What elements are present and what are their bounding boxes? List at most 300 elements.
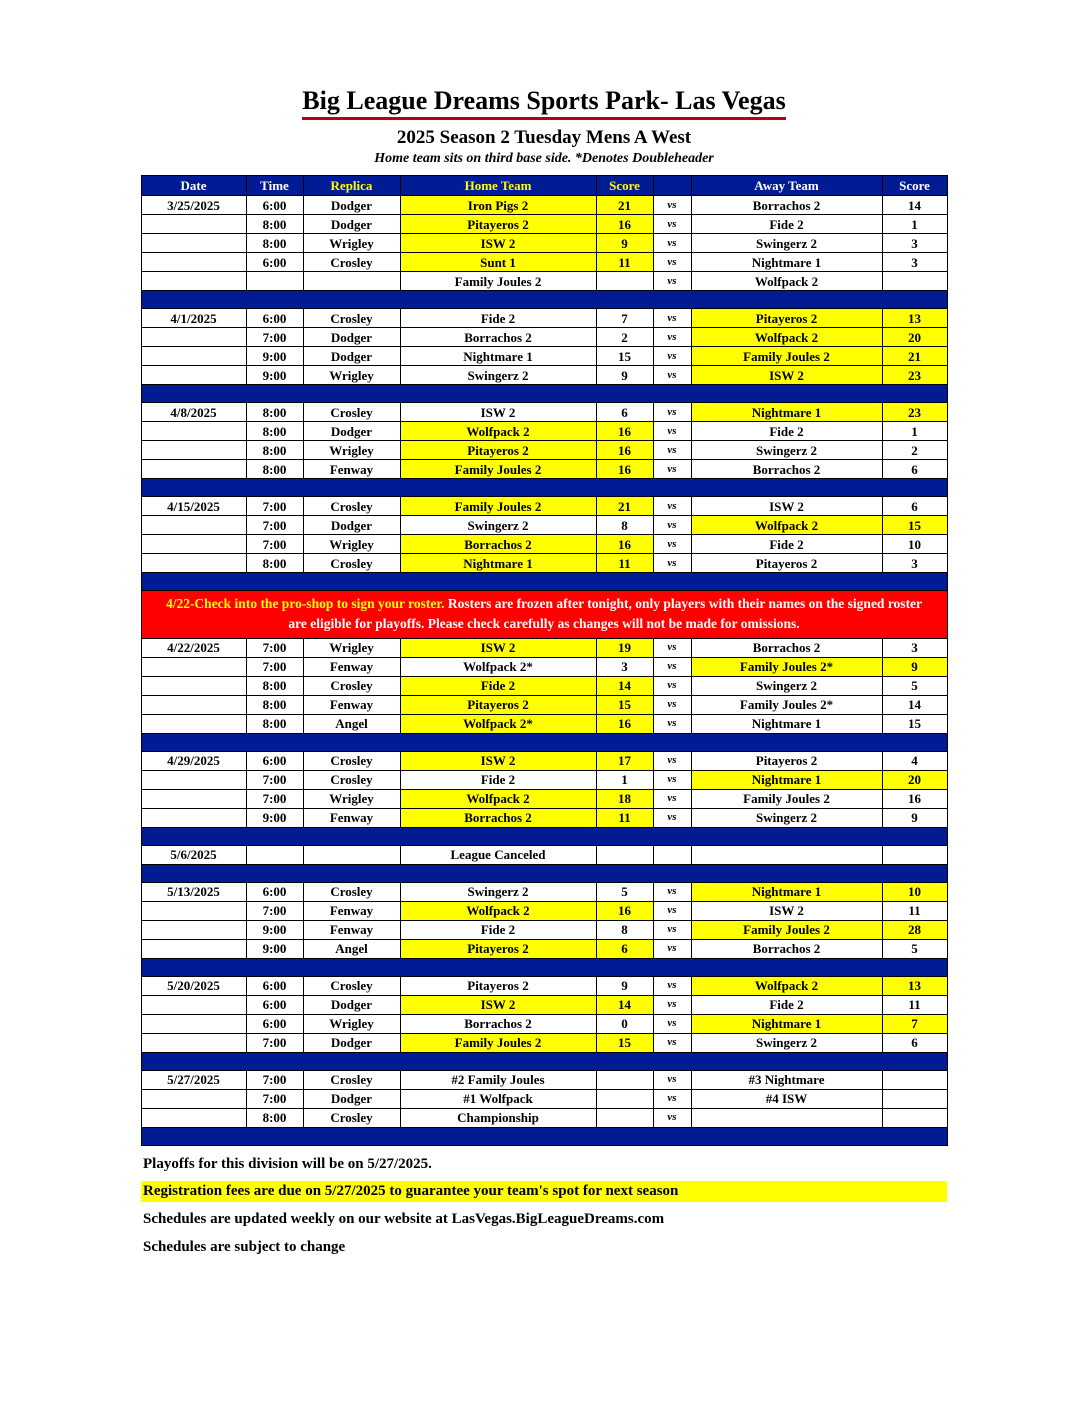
away-team-cell: Swingerz 2 — [691, 808, 882, 827]
away-score-cell: 1 — [882, 422, 947, 441]
away-score-cell: 2 — [882, 441, 947, 460]
away-score-cell: 3 — [882, 234, 947, 253]
separator-bar — [141, 573, 947, 591]
date-cell — [141, 676, 246, 695]
vs-cell: vs — [653, 901, 691, 920]
replica-cell: Dodger — [303, 995, 400, 1014]
vs-cell: vs — [653, 808, 691, 827]
schedule-row — [141, 901, 947, 920]
schedule-row — [141, 403, 947, 422]
date-cell — [141, 366, 246, 385]
date-cell: 3/25/2025 — [141, 196, 246, 215]
away-team-cell: Nightmare 1 — [691, 714, 882, 733]
vs-cell: vs — [653, 751, 691, 770]
away-team-cell: Swingerz 2 — [691, 441, 882, 460]
page-header — [0, 0, 1088, 167]
vs-cell: vs — [653, 309, 691, 328]
vs-cell: vs — [653, 1108, 691, 1127]
home-team-cell: Wolfpack 2 — [400, 789, 596, 808]
time-cell: 6:00 — [246, 882, 303, 901]
schedule-row — [141, 253, 947, 272]
home-team-cell: ISW 2 — [400, 403, 596, 422]
replica-cell: Wrigley — [303, 441, 400, 460]
footer-subject-to-change-note: Schedules are subject to change — [143, 1238, 346, 1255]
home-score-cell: 6 — [596, 403, 653, 422]
home-score-cell — [596, 845, 653, 864]
date-cell — [141, 1014, 246, 1033]
home-score-cell: 11 — [596, 808, 653, 827]
replica-cell: Fenway — [303, 695, 400, 714]
schedule-row — [141, 751, 947, 770]
date-cell — [141, 253, 246, 272]
away-score-cell: 3 — [882, 253, 947, 272]
replica-cell: Crosley — [303, 882, 400, 901]
replica-cell: Crosley — [303, 253, 400, 272]
date-cell — [141, 770, 246, 789]
home-team-cell: Pitayeros 2 — [400, 441, 596, 460]
away-team-cell: Pitayeros 2 — [691, 751, 882, 770]
home-score-cell: 8 — [596, 920, 653, 939]
vs-cell: vs — [653, 714, 691, 733]
away-score-cell: 14 — [882, 196, 947, 215]
home-score-cell: 16 — [596, 441, 653, 460]
away-team-cell: Fide 2 — [691, 215, 882, 234]
date-cell — [141, 272, 246, 291]
time-cell: 9:00 — [246, 939, 303, 958]
schedule-row — [141, 1033, 947, 1052]
away-team-cell: Wolfpack 2 — [691, 516, 882, 535]
date-cell — [141, 808, 246, 827]
home-team-cell: Family Joules 2 — [400, 460, 596, 479]
home-score-cell: 11 — [596, 253, 653, 272]
home-score-cell: 14 — [596, 676, 653, 695]
home-score-cell: 16 — [596, 535, 653, 554]
away-score-cell: 10 — [882, 535, 947, 554]
away-score-cell: 23 — [882, 403, 947, 422]
time-cell: 6:00 — [246, 751, 303, 770]
date-cell — [141, 422, 246, 441]
away-team-cell: Fide 2 — [691, 535, 882, 554]
vs-cell: vs — [653, 1033, 691, 1052]
schedule-row — [141, 272, 947, 291]
replica-cell: Crosley — [303, 554, 400, 573]
replica-cell: Wrigley — [303, 366, 400, 385]
home-team-cell: Pitayeros 2 — [400, 215, 596, 234]
replica-cell: Crosley — [303, 497, 400, 516]
replica-cell: Crosley — [303, 1108, 400, 1127]
schedule-row — [141, 347, 947, 366]
time-cell: 6:00 — [246, 253, 303, 272]
header-home-team: Home Team — [400, 176, 596, 196]
replica-cell: Wrigley — [303, 1014, 400, 1033]
date-cell: 4/8/2025 — [141, 403, 246, 422]
date-cell: 4/15/2025 — [141, 497, 246, 516]
home-team-cell: Nightmare 1 — [400, 554, 596, 573]
separator-bar — [141, 385, 947, 403]
home-team-cell: Pitayeros 2 — [400, 976, 596, 995]
home-score-cell: 0 — [596, 1014, 653, 1033]
time-cell: 9:00 — [246, 808, 303, 827]
vs-cell: vs — [653, 328, 691, 347]
away-score-cell — [882, 1070, 947, 1089]
time-cell: 8:00 — [246, 215, 303, 234]
date-cell — [141, 995, 246, 1014]
replica-cell: Crosley — [303, 676, 400, 695]
date-cell: 5/13/2025 — [141, 882, 246, 901]
separator-bar — [141, 864, 947, 882]
away-team-cell — [691, 845, 882, 864]
home-score-cell: 9 — [596, 366, 653, 385]
away-team-cell: Swingerz 2 — [691, 676, 882, 695]
date-cell — [141, 714, 246, 733]
away-team-cell: Nightmare 1 — [691, 882, 882, 901]
away-team-cell: Wolfpack 2 — [691, 272, 882, 291]
home-team-cell: ISW 2 — [400, 751, 596, 770]
footer — [141, 1154, 947, 1258]
date-cell: 4/22/2025 — [141, 638, 246, 657]
away-team-cell: ISW 2 — [691, 366, 882, 385]
schedule-row — [141, 920, 947, 939]
away-team-cell: Fide 2 — [691, 422, 882, 441]
replica-cell: Fenway — [303, 460, 400, 479]
vs-cell: vs — [653, 1014, 691, 1033]
vs-cell — [653, 845, 691, 864]
replica-cell: Dodger — [303, 215, 400, 234]
vs-cell: vs — [653, 939, 691, 958]
vs-cell: vs — [653, 403, 691, 422]
date-cell — [141, 695, 246, 714]
time-cell: 6:00 — [246, 995, 303, 1014]
home-score-cell: 16 — [596, 901, 653, 920]
home-score-cell: 16 — [596, 215, 653, 234]
away-score-cell: 9 — [882, 657, 947, 676]
vs-cell: vs — [653, 676, 691, 695]
time-cell: 7:00 — [246, 1070, 303, 1089]
date-cell — [141, 920, 246, 939]
time-cell: 7:00 — [246, 789, 303, 808]
schedule-row — [141, 215, 947, 234]
home-score-cell: 3 — [596, 657, 653, 676]
header-away-score: Score — [882, 176, 947, 196]
replica-cell: Dodger — [303, 516, 400, 535]
away-team-cell: Wolfpack 2 — [691, 328, 882, 347]
schedule-row — [141, 497, 947, 516]
home-team-cell: Borrachos 2 — [400, 808, 596, 827]
away-team-cell: #3 Nightmare — [691, 1070, 882, 1089]
away-score-cell: 1 — [882, 215, 947, 234]
away-team-cell: #4 ISW — [691, 1089, 882, 1108]
away-team-cell: Pitayeros 2 — [691, 309, 882, 328]
replica-cell: Crosley — [303, 770, 400, 789]
home-score-cell: 15 — [596, 347, 653, 366]
away-score-cell: 28 — [882, 920, 947, 939]
replica-cell: Wrigley — [303, 234, 400, 253]
vs-cell: vs — [653, 215, 691, 234]
replica-cell: Crosley — [303, 751, 400, 770]
vs-cell: vs — [653, 657, 691, 676]
home-score-cell: 16 — [596, 422, 653, 441]
separator-row — [141, 385, 947, 403]
vs-cell: vs — [653, 920, 691, 939]
home-team-cell: Wolfpack 2* — [400, 714, 596, 733]
home-team-cell: Swingerz 2 — [400, 366, 596, 385]
replica-cell: Fenway — [303, 808, 400, 827]
time-cell: 7:00 — [246, 657, 303, 676]
footer-registration-note: Registration fees are due on 5/27/2025 to guarantee your team's spot for next season — [141, 1181, 947, 1202]
page-title: Big League Dreams Sports Park- Las Vegas — [302, 86, 785, 120]
schedule-row — [141, 1070, 947, 1089]
separator-row — [141, 479, 947, 497]
away-score-cell: 20 — [882, 770, 947, 789]
away-score-cell: 7 — [882, 1014, 947, 1033]
separator-row — [141, 1052, 947, 1070]
away-score-cell — [882, 1108, 947, 1127]
replica-cell: Fenway — [303, 901, 400, 920]
vs-cell: vs — [653, 497, 691, 516]
away-score-cell: 20 — [882, 328, 947, 347]
date-cell: 5/6/2025 — [141, 845, 246, 864]
schedule-row — [141, 422, 947, 441]
home-team-cell: ISW 2 — [400, 638, 596, 657]
date-cell: 5/20/2025 — [141, 976, 246, 995]
home-team-cell: Swingerz 2 — [400, 882, 596, 901]
schedule-body — [141, 196, 947, 1146]
time-cell: 6:00 — [246, 196, 303, 215]
away-score-cell: 16 — [882, 789, 947, 808]
date-cell — [141, 234, 246, 253]
away-score-cell — [882, 1089, 947, 1108]
away-score-cell: 5 — [882, 939, 947, 958]
home-score-cell: 2 — [596, 328, 653, 347]
schedule-row — [141, 695, 947, 714]
date-cell — [141, 1033, 246, 1052]
schedule-row — [141, 882, 947, 901]
date-cell — [141, 328, 246, 347]
home-team-cell: Wolfpack 2 — [400, 422, 596, 441]
time-cell: 8:00 — [246, 554, 303, 573]
home-team-cell: Fide 2 — [400, 676, 596, 695]
replica-cell: Crosley — [303, 1070, 400, 1089]
replica-cell: Angel — [303, 939, 400, 958]
home-score-cell — [596, 272, 653, 291]
time-cell: 7:00 — [246, 901, 303, 920]
replica-cell: Wrigley — [303, 638, 400, 657]
home-team-cell: ISW 2 — [400, 995, 596, 1014]
away-score-cell: 13 — [882, 309, 947, 328]
separator-row — [141, 958, 947, 976]
time-cell: 8:00 — [246, 441, 303, 460]
away-team-cell: Family Joules 2 — [691, 789, 882, 808]
time-cell: 9:00 — [246, 347, 303, 366]
home-team-cell: Borrachos 2 — [400, 1014, 596, 1033]
home-team-cell: Wolfpack 2* — [400, 657, 596, 676]
separator-row — [141, 1127, 947, 1145]
footer-website-note: Schedules are updated weekly on our website at LasVegas.BigLeagueDreams.com — [143, 1211, 665, 1227]
date-cell: 4/29/2025 — [141, 751, 246, 770]
header-date: Date — [141, 176, 246, 196]
away-team-cell: Wolfpack 2 — [691, 976, 882, 995]
away-team-cell: Family Joules 2* — [691, 657, 882, 676]
time-cell: 8:00 — [246, 676, 303, 695]
time-cell: 7:00 — [246, 1089, 303, 1108]
vs-cell: vs — [653, 638, 691, 657]
date-cell — [141, 460, 246, 479]
away-team-cell: Swingerz 2 — [691, 1033, 882, 1052]
vs-cell: vs — [653, 422, 691, 441]
away-team-cell: Borrachos 2 — [691, 196, 882, 215]
home-score-cell: 14 — [596, 995, 653, 1014]
replica-cell: Wrigley — [303, 789, 400, 808]
time-cell: 7:00 — [246, 770, 303, 789]
away-score-cell: 21 — [882, 347, 947, 366]
home-team-cell: Family Joules 2 — [400, 272, 596, 291]
vs-cell: vs — [653, 1070, 691, 1089]
roster-notice — [141, 591, 947, 639]
date-cell — [141, 441, 246, 460]
schedule-row — [141, 1014, 947, 1033]
home-score-cell: 16 — [596, 714, 653, 733]
home-team-cell: #2 Family Joules — [400, 1070, 596, 1089]
vs-cell: vs — [653, 789, 691, 808]
separator-row — [141, 573, 947, 591]
home-score-cell — [596, 1108, 653, 1127]
header-time: Time — [246, 176, 303, 196]
date-cell — [141, 901, 246, 920]
vs-cell: vs — [653, 1089, 691, 1108]
home-score-cell: 16 — [596, 460, 653, 479]
date-cell — [141, 789, 246, 808]
roster-notice-body: Rosters are frozen after tonight, only players with their names on the signed roster are eligible for playoffs. Please check carefully as changes will not be made for omissions. — [288, 596, 923, 632]
separator-bar — [141, 1127, 947, 1145]
replica-cell: Dodger — [303, 196, 400, 215]
home-team-cell: Fide 2 — [400, 770, 596, 789]
separator-row — [141, 827, 947, 845]
time-cell — [246, 845, 303, 864]
time-cell: 7:00 — [246, 328, 303, 347]
date-cell — [141, 516, 246, 535]
time-cell: 7:00 — [246, 1033, 303, 1052]
home-team-cell: Borrachos 2 — [400, 328, 596, 347]
away-team-cell: Nightmare 1 — [691, 403, 882, 422]
home-score-cell: 19 — [596, 638, 653, 657]
header-replica: Replica — [303, 176, 400, 196]
home-team-cell: Swingerz 2 — [400, 516, 596, 535]
date-cell: 5/27/2025 — [141, 1070, 246, 1089]
away-score-cell: 14 — [882, 695, 947, 714]
home-team-cell: Nightmare 1 — [400, 347, 596, 366]
schedule-row — [141, 770, 947, 789]
date-cell: 4/1/2025 — [141, 309, 246, 328]
vs-cell: vs — [653, 196, 691, 215]
replica-cell: Dodger — [303, 1089, 400, 1108]
away-score-cell: 6 — [882, 460, 947, 479]
away-team-cell — [691, 1108, 882, 1127]
home-score-cell: 5 — [596, 882, 653, 901]
home-team-cell: Pitayeros 2 — [400, 939, 596, 958]
replica-cell: Angel — [303, 714, 400, 733]
date-cell — [141, 347, 246, 366]
time-cell: 8:00 — [246, 714, 303, 733]
time-cell — [246, 272, 303, 291]
vs-cell: vs — [653, 253, 691, 272]
header-home-score: Score — [596, 176, 653, 196]
schedule-row — [141, 234, 947, 253]
home-score-cell: 15 — [596, 1033, 653, 1052]
away-score-cell: 15 — [882, 516, 947, 535]
home-team-cell: League Canceled — [400, 845, 596, 864]
date-cell — [141, 554, 246, 573]
time-cell: 8:00 — [246, 695, 303, 714]
vs-cell: vs — [653, 770, 691, 789]
home-team-cell: Sunt 1 — [400, 253, 596, 272]
footer-playoffs-note: Playoffs for this division will be on 5/27/2025. — [143, 1155, 432, 1172]
home-score-cell: 8 — [596, 516, 653, 535]
away-score-cell: 3 — [882, 638, 947, 657]
schedule-row — [141, 714, 947, 733]
time-cell: 7:00 — [246, 638, 303, 657]
replica-cell: Dodger — [303, 347, 400, 366]
away-score-cell: 13 — [882, 976, 947, 995]
away-score-cell: 4 — [882, 751, 947, 770]
vs-cell: vs — [653, 995, 691, 1014]
schedule-row — [141, 976, 947, 995]
time-cell: 6:00 — [246, 1014, 303, 1033]
schedule-row — [141, 638, 947, 657]
vs-cell: vs — [653, 234, 691, 253]
schedule-row — [141, 1089, 947, 1108]
time-cell: 8:00 — [246, 234, 303, 253]
away-team-cell: Borrachos 2 — [691, 638, 882, 657]
away-score-cell: 15 — [882, 714, 947, 733]
home-score-cell: 15 — [596, 695, 653, 714]
vs-cell: vs — [653, 272, 691, 291]
time-cell: 8:00 — [246, 403, 303, 422]
away-team-cell: Borrachos 2 — [691, 939, 882, 958]
schedule-row — [141, 939, 947, 958]
time-cell: 8:00 — [246, 460, 303, 479]
vs-cell: vs — [653, 535, 691, 554]
time-cell: 9:00 — [246, 366, 303, 385]
roster-notice-highlight: 4/22-Check into the pro-shop to sign your roster. — [165, 596, 448, 611]
separator-row — [141, 291, 947, 309]
home-team-cell: Iron Pigs 2 — [400, 196, 596, 215]
time-cell: 8:00 — [246, 1108, 303, 1127]
home-team-cell: Fide 2 — [400, 309, 596, 328]
away-score-cell: 6 — [882, 1033, 947, 1052]
vs-cell: vs — [653, 976, 691, 995]
replica-cell: Wrigley — [303, 535, 400, 554]
vs-cell: vs — [653, 441, 691, 460]
schedule-table — [141, 175, 948, 1146]
home-score-cell — [596, 1089, 653, 1108]
home-team-cell: Borrachos 2 — [400, 535, 596, 554]
away-team-cell: Pitayeros 2 — [691, 554, 882, 573]
away-team-cell: Nightmare 1 — [691, 770, 882, 789]
away-team-cell: Fide 2 — [691, 995, 882, 1014]
vs-cell: vs — [653, 366, 691, 385]
vs-cell: vs — [653, 554, 691, 573]
away-team-cell: ISW 2 — [691, 901, 882, 920]
vs-cell: vs — [653, 695, 691, 714]
away-score-cell: 9 — [882, 808, 947, 827]
separator-bar — [141, 479, 947, 497]
roster-notice-row — [141, 591, 947, 639]
home-score-cell: 11 — [596, 554, 653, 573]
schedule-row — [141, 441, 947, 460]
home-score-cell — [596, 1070, 653, 1089]
schedule-row — [141, 535, 947, 554]
schedule-row — [141, 309, 947, 328]
